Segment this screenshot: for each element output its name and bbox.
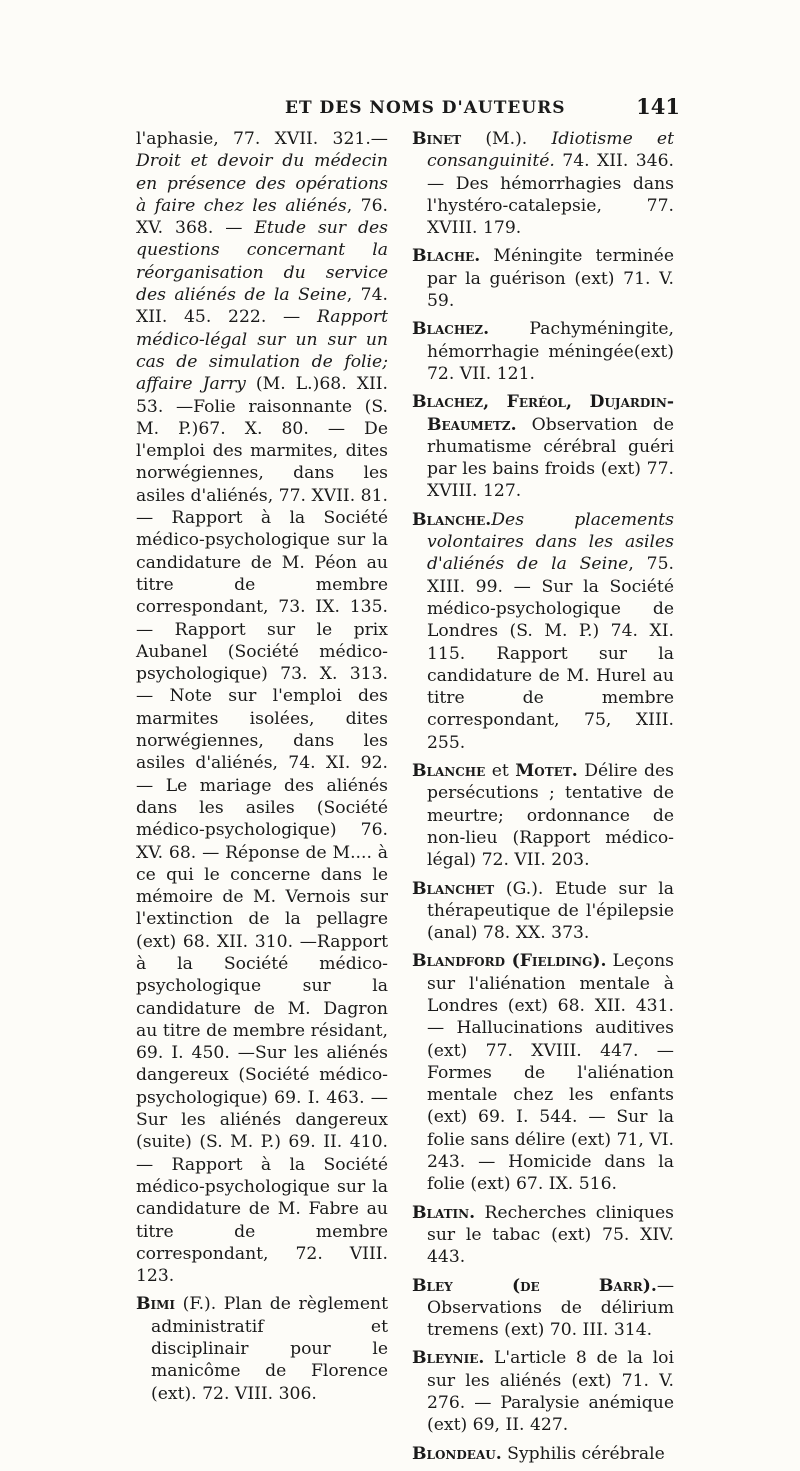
entry-text: Recherches cliniques sur le tabac (ext) 75. XIV. 443.	[427, 1202, 674, 1268]
entry-text: Pachyméningite, hémorrhagie méningée(ext) 72. VII. 121.	[427, 319, 674, 384]
author-name: Blanche	[412, 761, 486, 782]
index-entry	[412, 1347, 674, 1436]
author-name: Blachez.	[412, 319, 490, 340]
author-name: Bleynie.	[412, 1348, 485, 1369]
index-entry	[412, 318, 674, 385]
entry-text: Des placements volontaires dans les asiles d'aliénés de la Seine, 75. XIII. 99. — Sur la Société médico-psychologique de Londres (S. M. P.) 74. XI. 115. Rapport sur la candidature de M. Hurel au titre de membre correspondant, 75, XIII. 255.	[427, 509, 674, 753]
index-entry	[412, 128, 674, 239]
entry-text: (M.). Idiotisme et consanguinité. 74. XII. 346. — Des hémorrhagies dans l'hystéro-catalepsie, 77. XVIII. 179.	[427, 129, 674, 239]
entry-text: — Observations de délirium tremens (ext) 70. III. 314.	[427, 1275, 674, 1341]
author-name: Blandford (Fielding).	[412, 951, 607, 972]
header-title: ET DES NOMS D'AUTEURS	[285, 98, 566, 118]
index-entry	[412, 878, 674, 945]
right-column	[412, 128, 674, 1471]
entry-text: (F.). Plan de règlement administratif et disciplinair pour le manicôme de Florence (ext). 72. VIII. 306.	[151, 1294, 388, 1404]
left-column	[136, 128, 388, 1411]
entry-text: Observation de rhumatisme cérébral guéri par les bains froids (ext) 77. XVIII. 127.	[427, 414, 674, 502]
page-number: 141	[636, 94, 680, 119]
author-name: Blatin.	[412, 1202, 476, 1223]
author-name: Bimi	[136, 1294, 176, 1315]
author-name: Binet	[412, 129, 462, 149]
index-entry	[412, 760, 674, 871]
index-entry	[412, 509, 674, 754]
author-name: Blachez, Feréol, Dujardin-Beaumetz.	[412, 392, 674, 435]
author-name: Blondeau.	[412, 1443, 502, 1464]
entry-text: (G.). Etude sur la thérapeutique de l'épilepsie (anal) 78. XX. 373.	[427, 878, 674, 944]
entry-text: Syphilis cérébrale	[501, 1443, 665, 1464]
index-entry	[412, 245, 674, 312]
index-entry	[412, 1202, 674, 1269]
entry-text: L'article 8 de la loi sur les aliénés (ext) 71. V. 276. — Paralysie anémique (ext) 69, II. 427.	[427, 1348, 674, 1436]
index-entry	[136, 1293, 388, 1404]
index-entry	[412, 391, 674, 502]
index-entry	[412, 1275, 674, 1342]
running-header	[135, 90, 680, 124]
author-name: Bley (de Barr).	[412, 1275, 657, 1296]
entry-text: et Motet. Délire des persécutions ; tentative de meurtre; ordonnance de non-lieu (Rapport médico-légal) 72. VII. 203.	[427, 761, 674, 871]
entry-text: Méningite terminée par la guérison (ext) 71. V. 59.	[427, 246, 674, 312]
index-entry	[412, 1443, 674, 1465]
author-name: Blanchet	[412, 878, 495, 899]
entry-text: Leçons sur l'aliénation mentale à Londres (ext) 68. XII. 431. — Hallucinations auditives (ext) 77. XVIII. 447. — Formes de l'aliénation mentale chez les enfants (ext) 69. I. 544. — Sur la folie sans délire (ext) 71, VI. 243. — Homicide dans la folie (ext) 67. IX. 516.	[427, 951, 674, 1195]
index-entry	[412, 950, 674, 1195]
index-entry	[136, 128, 388, 1287]
author-name: Blache.	[412, 246, 481, 267]
author-name: Blanche.	[412, 509, 492, 530]
entry-text: l'aphasie, 77. XVII. 321.— Droit et devoir du médecin en présence des opérations à faire chez les aliénés, 76. XV. 368. — Etude sur des questions concernant la réorganisation du service des aliénés de la Seine, 74. XII. 45. 222. — Rapport médico-légal sur un sur un cas de simulation de folie; affaire Jarry (M. L.)68. XII. 53. —Folie raisonnante (S. M. P.)67. X. 80. — De l'emploi des marmites, dites norwégiennes, dans les asiles d'aliénés, 77. XVII. 81. — Rapport à la Société médico-psychologique sur la candidature de M. Péon au titre de membre correspondant, 73. IX. 135. — Rapport sur le prix Aubanel (Société médico-psychologique) 73. X. 313. — Note sur l'emploi des marmites isolées, dites norwégiennes, dans les asiles d'aliénés, 74. XI. 92. — Le mariage des aliénés dans les asiles (Société médico-psychologique) 76. XV. 68. — Réponse de M.... à ce qui le concerne dans le mémoire de M. Vernois sur l'extinction de la pellagre (ext) 68. XII. 310. —Rapport à la Société médico-psychologique sur la candidature de M. Dagron au titre de membre résidant, 69. I. 450. —Sur les aliénés dangereux (Société médico-psychologique) 69. I. 463. — Sur les aliénés dangereux (suite) (S. M. P.) 69. II. 410. — Rapport à la Société médico-psychologique sur la candidature de M. Fabre au titre de membre correspondant, 72. VIII. 123.	[136, 129, 388, 1287]
